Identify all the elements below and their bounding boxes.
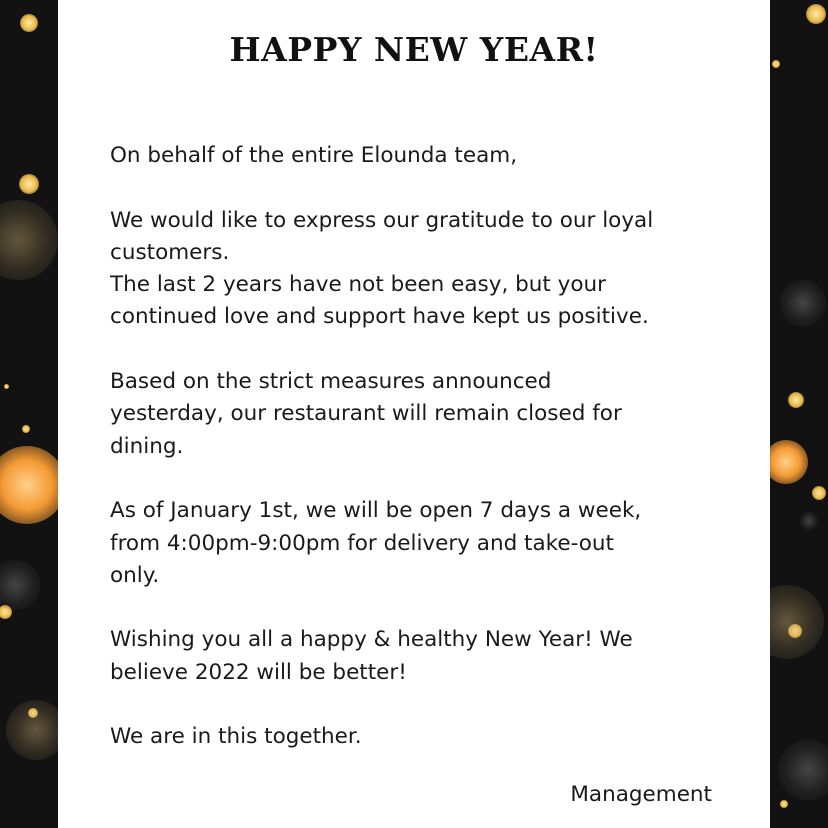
bokeh-light (22, 425, 30, 433)
bokeh-light (806, 4, 826, 24)
bokeh-light (19, 174, 39, 194)
bokeh-light (6, 700, 58, 760)
signoff: Management (570, 782, 712, 807)
announcement-title: HAPPY NEW YEAR! (229, 30, 599, 69)
paragraph-greeting (110, 140, 730, 172)
bokeh-light (780, 800, 788, 808)
bokeh-light (20, 14, 38, 32)
paragraph-closure (110, 366, 730, 463)
announcement-body (110, 140, 730, 786)
bokeh-border-right (770, 0, 828, 828)
text-line: Based on the strict measures announced (110, 369, 552, 395)
announcement-card (58, 0, 770, 828)
text-line: from 4:00pm-9:00pm for delivery and take-out (110, 530, 614, 556)
paragraph-together (110, 721, 730, 753)
paragraph-gratitude (110, 205, 730, 334)
text-line: Wishing you all a happy & healthy New Year! We (110, 627, 633, 653)
text-line: We would like to express our gratitude to our loyal (110, 207, 654, 233)
bokeh-light (0, 446, 58, 524)
text-line: dining. (110, 433, 184, 459)
bokeh-light (812, 486, 826, 500)
text-line: On behalf of the entire Elounda team, (110, 143, 518, 168)
bokeh-light (770, 440, 808, 484)
bokeh-light (0, 200, 58, 280)
bokeh-light (780, 280, 826, 326)
bokeh-light (778, 740, 828, 800)
text-line: As of January 1st, we will be open 7 days a week, (110, 498, 642, 524)
bokeh-light (788, 392, 804, 408)
paragraph-hours (110, 495, 730, 592)
text-line: continued love and support have kept us positive. (110, 304, 649, 330)
text-line: The last 2 years have not been easy, but your (110, 272, 607, 298)
bokeh-light (0, 560, 40, 610)
text-line: yesterday, our restaurant will remain closed for (110, 401, 622, 427)
bokeh-light (4, 384, 9, 389)
text-line: We are in this together. (110, 724, 362, 750)
text-line: believe 2022 will be better! (110, 659, 407, 685)
text-line: only. (110, 562, 160, 588)
text-line: customers. (110, 239, 230, 265)
bokeh-border-left (0, 0, 58, 828)
bokeh-light (770, 585, 824, 659)
paragraph-wishes (110, 624, 730, 689)
bokeh-light (772, 60, 780, 68)
bokeh-light (800, 512, 818, 530)
